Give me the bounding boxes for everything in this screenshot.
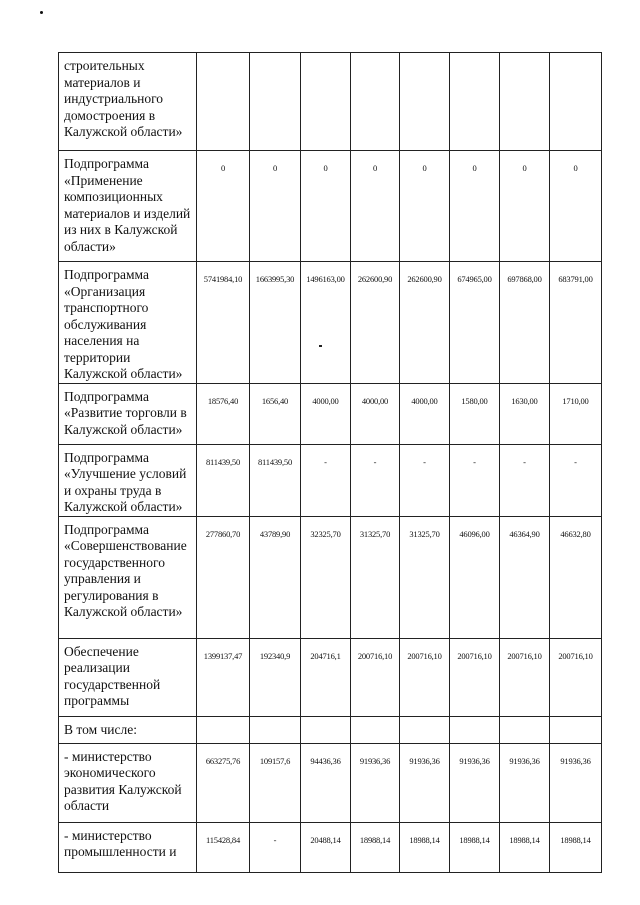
value-cell: 18576,40 xyxy=(197,383,250,444)
value-cell: 0 xyxy=(301,151,351,262)
value-cell xyxy=(550,53,602,151)
value-cell: 46364,90 xyxy=(500,516,550,638)
table-row xyxy=(59,516,602,638)
value-cell: 4000,00 xyxy=(400,383,450,444)
value-cell: 18988,14 xyxy=(550,822,602,872)
value-cell: 811439,50 xyxy=(197,444,250,516)
value-cell: 31325,70 xyxy=(400,516,450,638)
table-row xyxy=(59,383,602,444)
value-cell: 663275,76 xyxy=(197,743,250,822)
value-cell: 0 xyxy=(450,151,500,262)
value-cell: 32325,70 xyxy=(301,516,351,638)
value-cell: 46632,80 xyxy=(550,516,602,638)
value-cell: 91936,36 xyxy=(500,743,550,822)
value-cell: 18988,14 xyxy=(351,822,400,872)
value-cell: 91936,36 xyxy=(351,743,400,822)
value-cell: 0 xyxy=(550,151,602,262)
table-row xyxy=(59,716,602,743)
value-cell: 0 xyxy=(400,151,450,262)
value-cell: 200716,10 xyxy=(351,638,400,716)
value-cell xyxy=(500,716,550,743)
value-cell: 262600,90 xyxy=(351,262,400,384)
value-cell: 91936,36 xyxy=(400,743,450,822)
value-cell: 192340,9 xyxy=(250,638,301,716)
value-cell: 0 xyxy=(351,151,400,262)
value-cell: - xyxy=(550,444,602,516)
value-cell: 200716,10 xyxy=(500,638,550,716)
value-cell xyxy=(400,716,450,743)
table-row xyxy=(59,444,602,516)
table-body xyxy=(59,53,602,873)
value-cell xyxy=(250,716,301,743)
value-cell xyxy=(197,53,250,151)
value-cell xyxy=(351,53,400,151)
row-label: Обеспечение реализации государственной программы xyxy=(59,638,197,716)
row-label: строительных материалов и индустриального домостроения в Калужской области» xyxy=(59,53,197,151)
table-row xyxy=(59,53,602,151)
table-row xyxy=(59,822,602,872)
value-cell: 1580,00 xyxy=(450,383,500,444)
value-cell: - xyxy=(351,444,400,516)
value-cell: 1710,00 xyxy=(550,383,602,444)
table-row xyxy=(59,262,602,384)
value-cell xyxy=(301,53,351,151)
value-cell xyxy=(197,716,250,743)
table-row xyxy=(59,151,602,262)
value-cell: 277860,70 xyxy=(197,516,250,638)
value-cell: - xyxy=(500,444,550,516)
value-cell: 204716,1 xyxy=(301,638,351,716)
value-cell: 1663995,30 xyxy=(250,262,301,384)
value-cell: 5741984,10 xyxy=(197,262,250,384)
value-cell: 1630,00 xyxy=(500,383,550,444)
value-cell: - xyxy=(301,444,351,516)
value-cell: 200716,10 xyxy=(450,638,500,716)
row-label: Подпрограмма «Организация транспортного обслуживания населения на территории Калужской области» xyxy=(59,262,197,384)
value-cell: 811439,50 xyxy=(250,444,301,516)
budget-table xyxy=(58,52,602,873)
value-cell xyxy=(550,716,602,743)
value-cell: 115428,84 xyxy=(197,822,250,872)
row-label: - министерство экономического развития Калужской области xyxy=(59,743,197,822)
row-label: Подпрограмма «Совершенствование государственного управления и регулирования в Калужской области» xyxy=(59,516,197,638)
value-cell: 43789,90 xyxy=(250,516,301,638)
row-label: В том числе: xyxy=(59,716,197,743)
value-cell: 18988,14 xyxy=(400,822,450,872)
value-cell: 0 xyxy=(250,151,301,262)
value-cell: 94436,36 xyxy=(301,743,351,822)
value-cell xyxy=(400,53,450,151)
value-cell: 4000,00 xyxy=(301,383,351,444)
value-cell xyxy=(351,716,400,743)
value-cell: - xyxy=(250,822,301,872)
value-cell: 20488,14 xyxy=(301,822,351,872)
value-cell: 262600,90 xyxy=(400,262,450,384)
value-cell: 0 xyxy=(500,151,550,262)
value-cell: - xyxy=(450,444,500,516)
table-row xyxy=(59,743,602,822)
value-cell: 697868,00 xyxy=(500,262,550,384)
value-cell: 200716,10 xyxy=(550,638,602,716)
value-cell xyxy=(450,716,500,743)
value-cell: 0 xyxy=(197,151,250,262)
row-label: Подпрограмма «Развитие торговли в Калужской области» xyxy=(59,383,197,444)
value-cell xyxy=(450,53,500,151)
value-cell: 18988,14 xyxy=(500,822,550,872)
value-cell: 91936,36 xyxy=(550,743,602,822)
row-label: - министерство промышленности и xyxy=(59,822,197,872)
value-cell xyxy=(301,716,351,743)
table-row xyxy=(59,638,602,716)
value-cell: 46096,00 xyxy=(450,516,500,638)
value-cell: 1656,40 xyxy=(250,383,301,444)
value-cell: 91936,36 xyxy=(450,743,500,822)
value-cell: 4000,00 xyxy=(351,383,400,444)
scan-speck xyxy=(40,11,43,14)
value-cell: 18988,14 xyxy=(450,822,500,872)
value-cell xyxy=(250,53,301,151)
row-label: Подпрограмма «Улучшение условий и охраны труда в Калужской области» xyxy=(59,444,197,516)
value-cell: 674965,00 xyxy=(450,262,500,384)
value-cell: 1399137,47 xyxy=(197,638,250,716)
value-cell: 683791,00 xyxy=(550,262,602,384)
value-cell: 31325,70 xyxy=(351,516,400,638)
value-cell: 200716,10 xyxy=(400,638,450,716)
value-cell: 1496163,00 xyxy=(301,262,351,384)
row-label: Подпрограмма «Применение композиционных материалов и изделий из них в Калужской области» xyxy=(59,151,197,262)
value-cell: - xyxy=(400,444,450,516)
value-cell xyxy=(500,53,550,151)
value-cell: 109157,6 xyxy=(250,743,301,822)
